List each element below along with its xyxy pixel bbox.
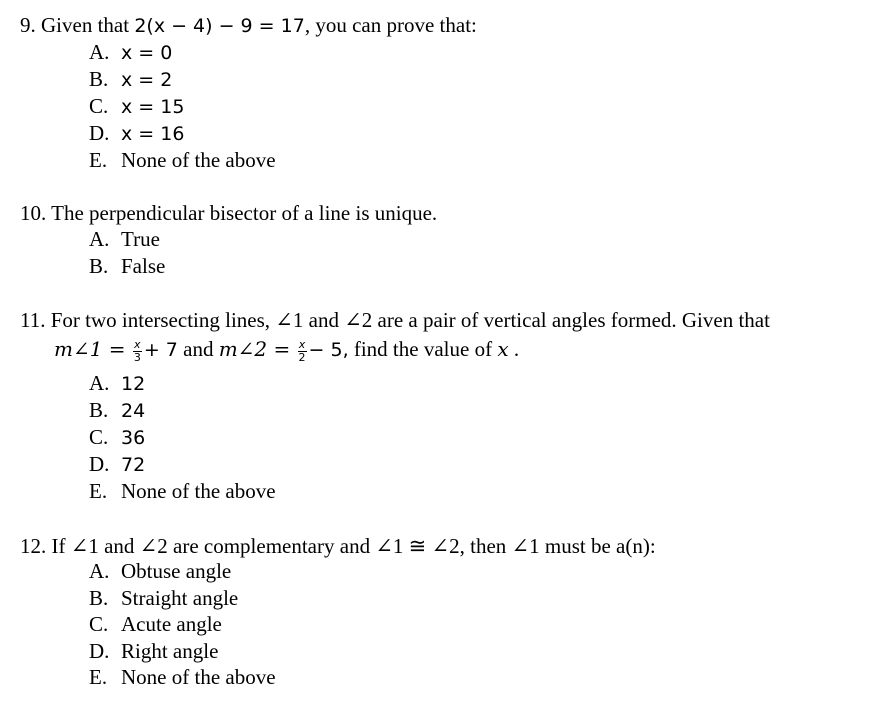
question-12-option-c[interactable]: C. Acute angle xyxy=(89,612,222,636)
question-number: 11. xyxy=(20,308,46,332)
question-12-option-b[interactable]: B. Straight angle xyxy=(89,586,239,610)
question-11-option-b[interactable]: B. 24 xyxy=(89,398,146,422)
question-9-prompt: 9. Given that 2(x − 4) − 9 = 17, you can prove that: xyxy=(20,13,477,37)
angle-measure-2: m∠2 = xyxy=(218,337,291,361)
equation: 2(x − 4) − 9 = 17 xyxy=(134,15,305,37)
fraction-x-over-3: $\frac{x}{3}$ xyxy=(133,337,141,364)
question-9-option-d[interactable]: D. x = 16 xyxy=(89,121,185,145)
question-11-option-a[interactable]: A. 12 xyxy=(89,371,146,395)
question-number: 10. xyxy=(20,201,47,225)
question-11-prompt-line2: m∠1 = $\frac{x}{3}$ + 7 and m∠2 = $\frac{x}{2}$ − 5, find the value of x . xyxy=(54,337,520,364)
question-11-option-d[interactable]: D. 72 xyxy=(89,452,146,476)
question-9-option-e[interactable]: E. None of the above xyxy=(89,148,276,172)
question-10-option-a[interactable]: A. True xyxy=(89,227,160,251)
question-12-prompt: 12. If ∠1 and ∠2 are complementary and ∠1 ≅ ∠2, then ∠1 must be a(n): xyxy=(20,534,656,558)
question-11-option-c[interactable]: C. 36 xyxy=(89,425,146,449)
question-12-option-d[interactable]: D. Right angle xyxy=(89,639,219,663)
question-number: 12. xyxy=(20,534,47,558)
question-9-option-a[interactable]: A. x = 0 xyxy=(89,40,173,64)
question-10-prompt: 10. The perpendicular bisector of a line is unique. xyxy=(20,201,438,225)
question-11-prompt: 11. For two intersecting lines, ∠1 and ∠2 are a pair of vertical angles formed. Given that xyxy=(20,308,770,332)
angle-measure-1: m∠1 = xyxy=(54,337,126,361)
question-11-option-e[interactable]: E. None of the above xyxy=(89,479,276,503)
question-12-option-a[interactable]: A. Obtuse angle xyxy=(89,559,232,583)
question-number: 9. xyxy=(20,13,36,37)
question-9-option-c[interactable]: C. x = 15 xyxy=(89,94,185,118)
fraction-x-over-2: $\frac{x}{2}$ xyxy=(298,337,306,364)
question-10-option-b[interactable]: B. False xyxy=(89,254,166,278)
question-12-option-e[interactable]: E. None of the above xyxy=(89,665,276,689)
question-9-option-b[interactable]: B. x = 2 xyxy=(89,67,173,91)
